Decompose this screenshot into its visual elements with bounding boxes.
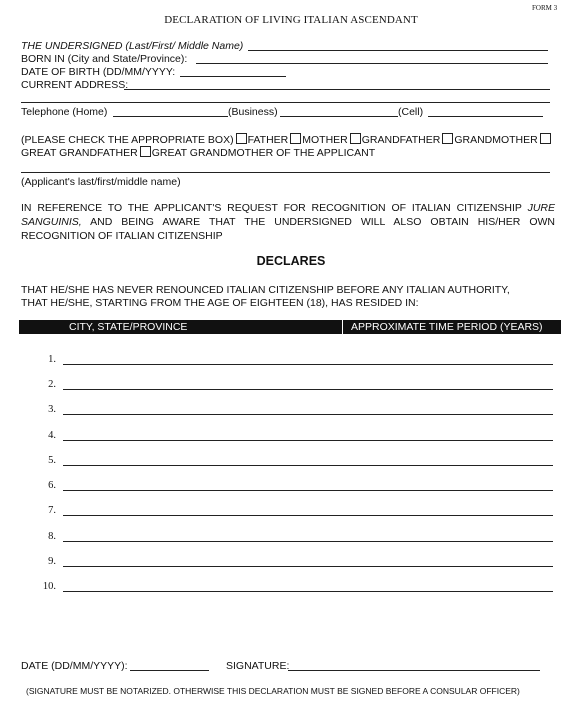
phone-home-field[interactable]	[113, 116, 228, 117]
signature-note: (SIGNATURE MUST BE NOTARIZED. OTHERWISE THIS DECLARATION MUST BE SIGNED BEFORE A CONSULAR OFFICER)	[26, 686, 520, 696]
grandfather-label: GRANDFATHER	[361, 134, 441, 146]
applicant-name-label: (Applicant's last/first/middle name)	[21, 176, 181, 188]
mother-checkbox[interactable]	[290, 133, 301, 144]
relationship-row-2	[21, 146, 375, 159]
address-field[interactable]	[124, 89, 550, 90]
residence-line-6[interactable]	[63, 490, 553, 491]
row-number: 10.	[42, 581, 56, 592]
reference-paragraph: IN REFERENCE TO THE APPLICANT'S REQUEST FOR RECOGNITION OF ITALIAN CITIZENSHIP JURE SANGUINIS, AND BEING AWARE THAT THE UNDERSIGNED WILL ALSO OBTAIN HIS/HER OWN RECOGNITION OF ITALIAN CITIZENSHIP	[21, 202, 555, 242]
mother-label: MOTHER	[302, 134, 348, 146]
column-city: CITY, STATE/PROVINCE	[69, 321, 188, 333]
row-number: 9.	[48, 556, 56, 567]
relationship-prompt: (PLEASE CHECK THE APPROPRIATE BOX)	[21, 134, 234, 146]
form-number: FORM 3	[532, 4, 558, 12]
great-grandmother-label: GREAT GRANDMOTHER OF THE APPLICANT	[151, 147, 376, 159]
residence-line-2[interactable]	[63, 389, 553, 390]
phone-business-field[interactable]	[280, 116, 398, 117]
residence-line-7[interactable]	[63, 515, 553, 516]
residence-line-5[interactable]	[63, 465, 553, 466]
residence-line-3[interactable]	[63, 414, 553, 415]
great-grandfather-checkbox[interactable]	[540, 133, 551, 144]
phone-cell-label: (Cell)	[398, 106, 424, 118]
signature-label: SIGNATURE:	[226, 660, 290, 672]
row-number: 6.	[48, 480, 56, 491]
date-field[interactable]	[130, 670, 209, 671]
grandmother-checkbox[interactable]	[442, 133, 453, 144]
born-in-label: BORN IN (City and State/Province):	[21, 53, 188, 65]
residence-line-8[interactable]	[63, 541, 553, 542]
relationship-row-1	[21, 133, 552, 146]
great-grandfather-label: GREAT GRANDFATHER	[21, 147, 138, 159]
grandmother-label: GRANDMOTHER	[454, 134, 538, 146]
row-number: 1.	[48, 354, 56, 365]
declares-heading: DECLARES	[256, 254, 326, 268]
row-number: 3.	[48, 404, 56, 415]
column-time-period: APPROXIMATE TIME PERIOD (YEARS)	[342, 320, 543, 334]
row-number: 8.	[48, 531, 56, 542]
residence-line-9[interactable]	[63, 566, 553, 567]
father-label: FATHER	[247, 134, 289, 146]
declaration-line-2: THAT HE/SHE, STARTING FROM THE AGE OF EIGHTEEN (18), HAS RESIDED IN:	[21, 297, 419, 309]
residence-line-4[interactable]	[63, 440, 553, 441]
phone-business-label: (Business)	[228, 106, 278, 118]
applicant-name-field[interactable]	[21, 172, 550, 173]
grandfather-checkbox[interactable]	[350, 133, 361, 144]
father-checkbox[interactable]	[236, 133, 247, 144]
undersigned-label: THE UNDERSIGNED (Last/First/ Middle Name)	[21, 40, 244, 52]
dob-field[interactable]	[180, 76, 286, 77]
page-title: DECLARATION OF LIVING ITALIAN ASCENDANT	[164, 14, 418, 26]
address-field-2[interactable]	[21, 102, 550, 103]
row-number: 2.	[48, 379, 56, 390]
declaration-line-1: THAT HE/SHE HAS NEVER RENOUNCED ITALIAN CITIZENSHIP BEFORE ANY ITALIAN AUTHORITY,	[21, 284, 510, 296]
born-in-field[interactable]	[196, 63, 548, 64]
residence-table-header	[19, 320, 561, 334]
dob-label: DATE OF BIRTH (DD/MM/YYYY:	[21, 66, 176, 78]
residence-line-10[interactable]	[63, 591, 553, 592]
row-number: 7.	[48, 505, 56, 516]
phone-cell-field[interactable]	[428, 116, 543, 117]
row-number: 5.	[48, 455, 56, 466]
row-number: 4.	[48, 430, 56, 441]
residence-line-1[interactable]	[63, 364, 553, 365]
date-label: DATE (DD/MM/YYYY):	[21, 660, 128, 672]
phone-home-label: Telephone (Home)	[21, 106, 108, 118]
address-label: CURRENT ADDRESS:	[21, 79, 129, 91]
great-grandmother-checkbox[interactable]	[140, 146, 151, 157]
signature-field[interactable]	[288, 670, 540, 671]
undersigned-field[interactable]	[248, 50, 548, 51]
